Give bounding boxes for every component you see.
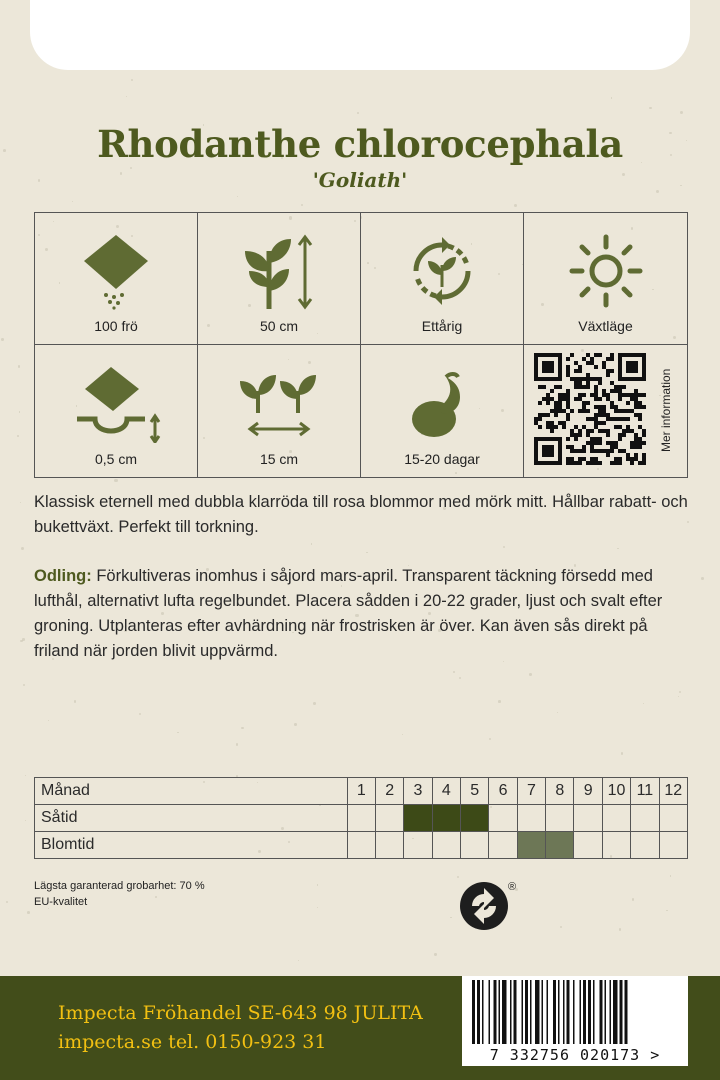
paper-texture-speck: [301, 204, 303, 206]
qr-cell[interactable]: [524, 345, 687, 477]
month-cell: 2: [375, 778, 403, 805]
calendar-sow-label: Såtid: [35, 805, 348, 832]
month-cell: 7: [517, 778, 545, 805]
paper-texture-speck: [450, 917, 452, 919]
paper-texture-speck: [529, 673, 532, 676]
germination-guarantee: Lägsta garanterad grobarhet: 70 %: [34, 880, 205, 892]
seed-count-cell: [35, 213, 198, 345]
month-cell: 6: [489, 778, 517, 805]
paper-texture-speck: [48, 908, 49, 909]
month-cell: 8: [546, 778, 574, 805]
paper-texture-speck: [503, 546, 505, 548]
green-dot-recycle-mark: [458, 876, 522, 937]
sow-month-cell: [461, 805, 489, 832]
packet-hang-cutout: [30, 0, 690, 70]
barcode-bars: [462, 976, 688, 1046]
bloom-month-cell: [517, 832, 545, 859]
paper-texture-speck: [514, 204, 517, 207]
paper-texture-speck: [366, 552, 367, 553]
life-cycle-cell: [361, 213, 524, 345]
germination-icon: [402, 363, 482, 443]
paper-texture-speck: [402, 734, 403, 735]
month-cell: 1: [347, 778, 375, 805]
paper-texture-speck: [489, 738, 492, 741]
bloom-month-cell: [489, 832, 517, 859]
paper-texture-speck: [434, 953, 436, 955]
paper-texture-speck: [20, 640, 22, 642]
bloom-month-cell: [432, 832, 460, 859]
calendar-month-row: [35, 778, 688, 805]
calendar-bloom-row: [35, 832, 688, 859]
paper-texture-speck: [560, 926, 562, 928]
paper-texture-speck: [317, 884, 318, 885]
company-contact: impecta.se tel. 0150-923 31: [58, 1031, 327, 1053]
paper-texture-speck: [126, 96, 127, 97]
bloom-month-cell: [347, 832, 375, 859]
paper-texture-speck: [48, 720, 49, 721]
position-cell: [524, 213, 687, 345]
sowing-calendar: [34, 777, 688, 859]
sowing-depth-cell: [35, 345, 198, 477]
paper-texture-speck: [155, 896, 157, 898]
paper-texture-speck: [679, 691, 681, 693]
plant-height-cell: [198, 213, 361, 345]
description-text: Klassisk eternell med dubbla klarröda till rosa blommor med mörk mitt. Hållbar rabatt- och bukettväxt. Perfekt till torkning.: [34, 493, 688, 536]
month-cell: 3: [404, 778, 432, 805]
paper-texture-speck: [680, 111, 683, 114]
product-variety: 'Goliath': [312, 168, 408, 192]
paper-texture-speck: [643, 703, 644, 704]
paper-texture-speck: [74, 700, 77, 703]
paper-texture-speck: [139, 713, 141, 715]
sow-month-cell: [517, 805, 545, 832]
calendar-sow-row: [35, 805, 688, 832]
paper-texture-speck: [25, 820, 26, 821]
barcode-number: 7 332756 020173 >: [489, 1046, 661, 1064]
recycle-icon: [458, 876, 522, 932]
paper-texture-speck: [666, 910, 668, 912]
paper-texture-speck: [632, 898, 635, 901]
sow-month-cell: [347, 805, 375, 832]
paper-texture-speck: [621, 752, 623, 754]
bloom-month-cell: [602, 832, 630, 859]
registered-mark: ®: [508, 881, 517, 893]
cultivation-heading: Odling:: [34, 567, 92, 585]
paper-texture-speck: [21, 547, 24, 550]
paper-texture-speck: [357, 112, 359, 114]
paper-texture-speck: [619, 928, 621, 930]
life-cycle-label: Ettårig: [421, 318, 463, 334]
info-icon-grid: [34, 212, 688, 478]
month-cell: 12: [659, 778, 687, 805]
paper-texture-speck: [23, 684, 25, 686]
paper-texture-speck: [678, 696, 679, 697]
plant-height-icon: [239, 231, 319, 311]
paper-texture-speck: [459, 677, 461, 679]
bloom-month-cell: [404, 832, 432, 859]
bloom-month-cell: [631, 832, 659, 859]
paper-texture-speck: [19, 411, 21, 413]
germination-label: 15-20 dagar: [404, 451, 480, 467]
seed-count-label: 100 frö: [94, 318, 138, 334]
more-info-label: Mer information: [659, 368, 673, 452]
germination-cell: [361, 345, 524, 477]
paper-texture-speck: [241, 727, 244, 730]
paper-texture-speck: [294, 723, 297, 726]
bloom-month-cell: [659, 832, 687, 859]
calendar-bloom-label: Blomtid: [35, 832, 348, 859]
sow-month-cell: [432, 805, 460, 832]
product-name: Rhodanthe chlorocephala: [97, 122, 623, 166]
sow-month-cell: [602, 805, 630, 832]
sow-month-cell: [375, 805, 403, 832]
paper-texture-speck: [313, 702, 316, 705]
month-cell: 9: [574, 778, 602, 805]
paper-texture-speck: [453, 671, 455, 673]
paper-texture-speck: [131, 79, 133, 81]
sow-month-cell: [404, 805, 432, 832]
company-address: Impecta Fröhandel SE-643 98 JULITA: [58, 1002, 423, 1024]
paper-texture-speck: [649, 107, 652, 110]
paper-texture-speck: [236, 743, 238, 745]
paper-texture-speck: [6, 901, 8, 903]
month-cell: 4: [432, 778, 460, 805]
paper-texture-speck: [20, 502, 21, 503]
sow-month-cell: [546, 805, 574, 832]
seed-packet-icon: [76, 231, 156, 311]
paper-texture-speck: [17, 435, 19, 437]
bloom-month-cell: [375, 832, 403, 859]
month-cell: 11: [631, 778, 659, 805]
bloom-month-cell: [461, 832, 489, 859]
ean-barcode: [462, 976, 688, 1066]
paper-texture-speck: [617, 548, 618, 549]
paper-texture-speck: [701, 577, 704, 580]
paper-texture-speck: [311, 543, 313, 545]
paper-texture-speck: [317, 907, 318, 908]
paper-texture-speck: [114, 479, 117, 482]
paper-texture-speck: [498, 700, 501, 703]
position-label: Växtläge: [578, 318, 633, 334]
annual-cycle-icon: [402, 231, 482, 311]
sun-icon: [566, 231, 646, 311]
plant-height-label: 50 cm: [259, 318, 299, 334]
paper-texture-speck: [177, 732, 179, 734]
quality-note: EU-kvalitet: [34, 896, 88, 908]
cultivation-paragraph: [34, 564, 694, 664]
month-cell: 10: [602, 778, 630, 805]
sowing-depth-icon: [71, 363, 161, 443]
plant-spacing-cell: [198, 345, 361, 477]
sow-month-cell: [489, 805, 517, 832]
paper-texture-speck: [27, 911, 30, 914]
sow-month-cell: [631, 805, 659, 832]
plant-spacing-icon: [236, 363, 322, 443]
paper-texture-speck: [25, 775, 26, 776]
paper-texture-speck: [237, 196, 238, 197]
paper-texture-speck: [557, 712, 558, 713]
bloom-month-cell: [546, 832, 574, 859]
calendar-month-label: Månad: [35, 778, 348, 805]
sow-month-cell: [659, 805, 687, 832]
paper-texture-speck: [670, 875, 671, 876]
plant-spacing-label: 15 cm: [259, 451, 299, 467]
paper-texture-speck: [611, 97, 613, 99]
paper-texture-speck: [18, 365, 20, 367]
paper-texture-speck: [72, 201, 73, 202]
qr-code-icon[interactable]: [534, 353, 646, 465]
paper-texture-speck: [1, 338, 4, 341]
cultivation-text: Förkultiveras inomhus i såjord mars-april. Transparent täckning försedd med lufthål, alternativt lufta regelbundet. Placera sådden i 20-22 grader, ljust och svalt efter groning. Utplanteras efter avhärdning när frostrisken är över. Kan även sås direkt på friland när jorden blivit uppvärmd.: [34, 567, 663, 660]
sow-month-cell: [574, 805, 602, 832]
month-cell: 5: [461, 778, 489, 805]
bloom-month-cell: [574, 832, 602, 859]
paper-texture-speck: [298, 960, 299, 961]
sowing-depth-label: 0,5 cm: [94, 451, 137, 467]
